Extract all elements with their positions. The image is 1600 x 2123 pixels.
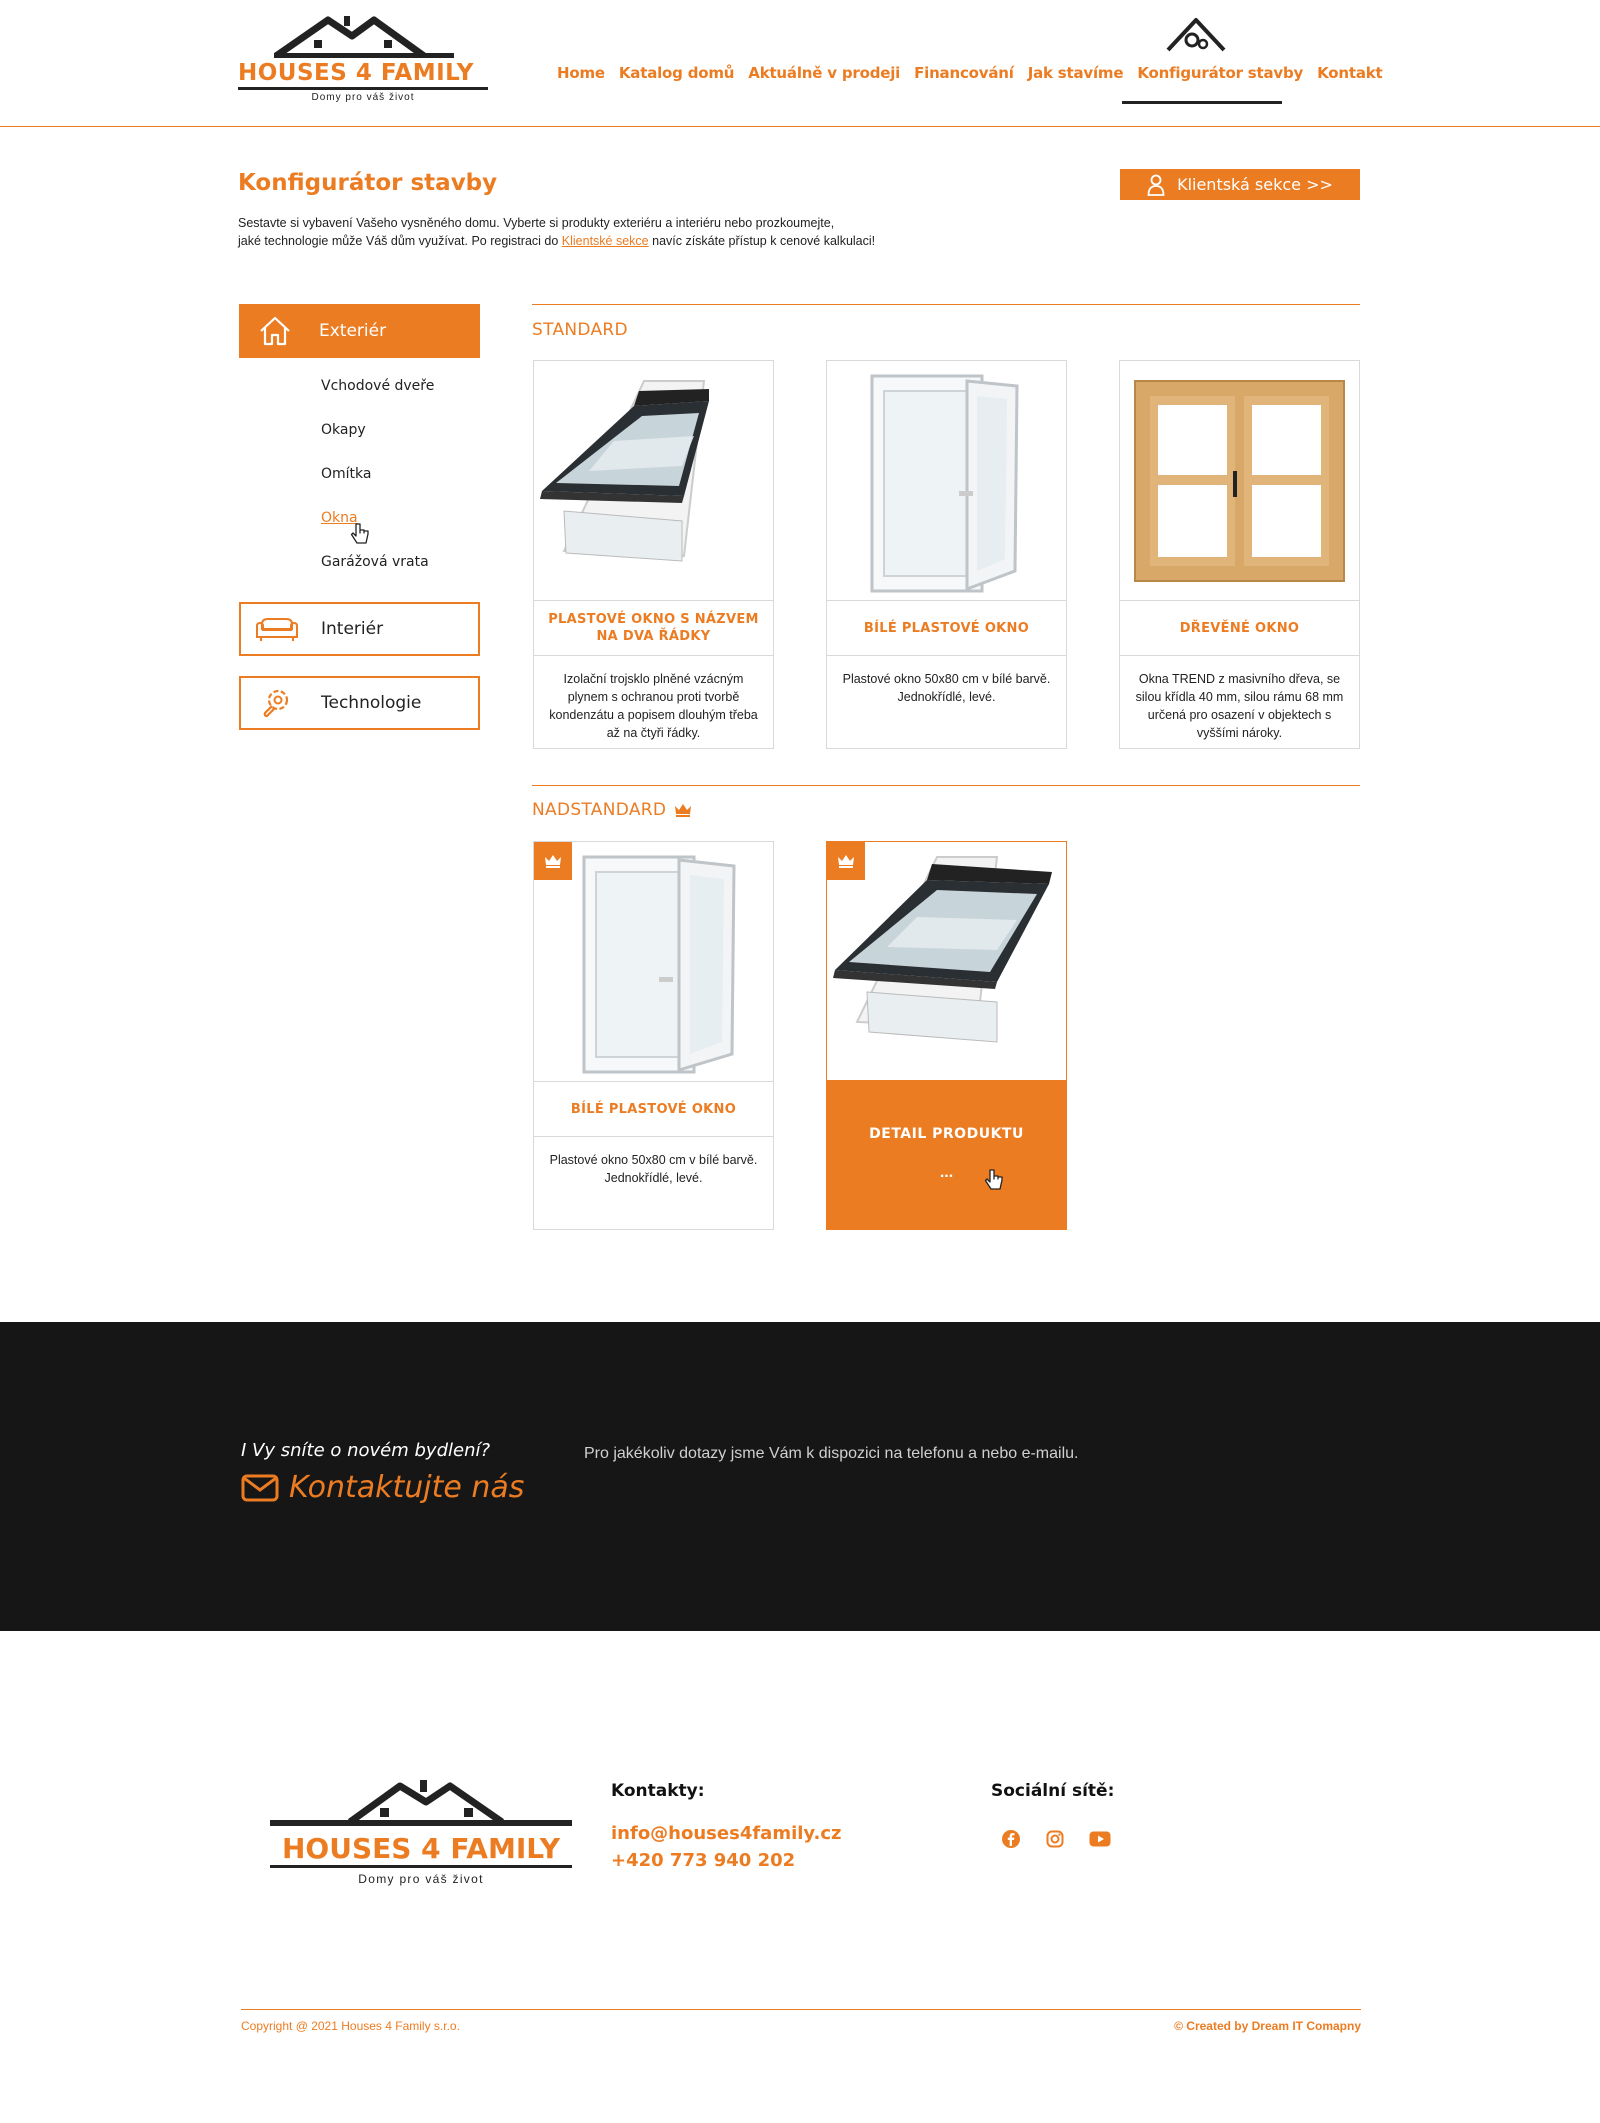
crown-icon — [837, 854, 855, 868]
contact-band-text: Pro jakékoliv dotazy jsme Vám k dispozici na telefonu a nebo e-mailu. — [584, 1445, 1079, 1462]
footer-logo-tagline: Domy pro váš život — [358, 1872, 484, 1886]
contact-cta-label: Kontaktujte nás — [289, 1470, 525, 1505]
contact-band — [0, 1322, 1600, 1631]
house-roof-logo-icon — [274, 16, 454, 58]
configurator-house-gear-icon — [1166, 16, 1226, 52]
product-name: DŘEVĚNÉ OKNO — [1120, 600, 1359, 656]
crown-icon — [674, 803, 692, 817]
standard-divider — [532, 304, 1360, 305]
nav-financing[interactable]: Financování — [914, 64, 1014, 82]
client-section-link[interactable]: Klientské sekce — [561, 234, 649, 248]
contact-question: I Vy sníte o novém bydlení? — [241, 1440, 491, 1461]
standard-title — [532, 320, 628, 340]
envelope-icon — [241, 1474, 279, 1502]
page-title: Konfigurátor stavby — [238, 170, 498, 196]
footer-phone-link[interactable]: +420 773 940 202 — [611, 1850, 796, 1871]
product-card-wooden-window[interactable] — [1119, 360, 1360, 749]
footer-social-heading: Sociální sítě: — [991, 1781, 1115, 1801]
sidebar-technology[interactable] — [239, 676, 480, 730]
instagram-icon[interactable] — [1043, 1827, 1067, 1851]
nav-on-sale[interactable]: Aktuálně v prodeji — [748, 64, 901, 82]
nav-contact[interactable]: Kontakt — [1317, 64, 1383, 82]
wrench-gear-icon — [261, 687, 293, 719]
site-header — [0, 0, 1600, 127]
house-roof-logo-icon — [270, 1780, 572, 1826]
nadstandard-title-text: NADSTANDARD — [532, 800, 667, 820]
product-desc: Plastové okno 50x80 cm v bílé barvě. Jednokřídlé, levé. — [842, 672, 1051, 704]
client-section-button[interactable] — [1120, 169, 1360, 200]
product-detail-dots: ... — [939, 1164, 954, 1181]
product-card-roof-window[interactable] — [533, 360, 774, 749]
sidebar-item-doors[interactable]: Vchodové dveře — [321, 378, 435, 394]
sidebar-item-gutters[interactable]: Okapy — [321, 422, 366, 438]
product-card-premium-white-window[interactable] — [533, 841, 774, 1230]
user-icon — [1147, 174, 1165, 196]
created-by[interactable]: © Created by Dream IT Comapny — [1174, 2019, 1361, 2033]
client-section-label: Klientská sekce >> — [1177, 175, 1333, 194]
footer-email-link[interactable]: info@houses4family.cz — [611, 1823, 842, 1844]
product-image-wooden-window — [1120, 361, 1359, 600]
footer-logo[interactable] — [270, 1780, 572, 1890]
sidebar-exterior[interactable] — [239, 304, 480, 358]
hand-cursor-icon — [984, 1168, 1004, 1192]
hand-cursor-icon — [350, 522, 370, 546]
product-detail-overlay[interactable] — [826, 1080, 1067, 1230]
nadstandard-title — [532, 800, 692, 820]
premium-badge — [827, 842, 865, 880]
sofa-icon — [254, 616, 300, 642]
standard-title-text: STANDARD — [532, 320, 628, 340]
nadstandard-divider — [532, 785, 1360, 786]
contact-cta[interactable] — [241, 1470, 524, 1505]
product-image-white-window — [827, 361, 1066, 600]
nav-configurator[interactable]: Konfigurátor stavby — [1137, 64, 1304, 82]
premium-badge — [534, 842, 572, 880]
sidebar-item-garage[interactable]: Garážová vrata — [321, 554, 429, 570]
product-card-premium-roof-window[interactable] — [826, 841, 1067, 1230]
active-nav-underline — [1122, 101, 1282, 104]
product-detail-label: DETAIL PRODUKTU — [869, 1126, 1024, 1142]
intro-line-2b: navíc získáte přístup k cenové kalkulaci! — [648, 234, 876, 248]
youtube-icon[interactable] — [1088, 1827, 1112, 1851]
product-card-white-window[interactable] — [826, 360, 1067, 749]
intro-line-2a: jaké technologie může Váš dům využívat. Po registraci do — [238, 234, 562, 248]
logo-tagline: Domy pro váš život — [311, 92, 415, 103]
intro-line-1: Sestavte si vybavení Vašeho vysněného domu. Vyberte si produkty exteriéru a interiéru nebo prozkoumejte, — [238, 216, 835, 230]
product-name: BÍLÉ PLASTOVÉ OKNO — [534, 1081, 773, 1137]
product-name: BÍLÉ PLASTOVÉ OKNO — [827, 600, 1066, 656]
product-image-roof-window — [534, 361, 773, 600]
house-icon — [258, 315, 292, 347]
product-name: PLASTOVÉ OKNO S NÁZVEM NA DVA ŘÁDKY — [534, 600, 773, 656]
nav-catalog[interactable]: Katalog domů — [618, 64, 735, 82]
sidebar-item-windows[interactable]: Okna — [321, 510, 358, 526]
sidebar-item-plaster[interactable]: Omítka — [321, 466, 372, 482]
footer-logo-brand: HOUSES 4 FAMILY — [281, 1832, 561, 1865]
sidebar-exterior-label: Exteriér — [319, 321, 387, 341]
intro-text — [238, 214, 998, 250]
nav-how-we-build[interactable]: Jak stavíme — [1027, 64, 1124, 82]
footer-contacts-heading: Kontakty: — [611, 1781, 705, 1801]
nav-home[interactable]: Home — [557, 64, 605, 82]
site-logo[interactable] — [238, 16, 488, 106]
sidebar-technology-label: Technologie — [321, 693, 422, 713]
sidebar-interior-label: Interiér — [321, 619, 384, 639]
product-desc: Izolační trojsklo plněné vzácným plynem s ochranou proti tvorbě kondenzátu a popisem dlouhým třeba až na čtyři řádky. — [549, 672, 758, 740]
copyright: Copyright @ 2021 Houses 4 Family s.r.o. — [241, 2019, 460, 2033]
main-nav — [557, 64, 1383, 86]
product-desc: Plastové okno 50x80 cm v bílé barvě. Jednokřídlé, levé. — [549, 1153, 758, 1185]
footer-divider — [241, 2009, 1361, 2010]
sidebar-interior[interactable] — [239, 602, 480, 656]
product-desc: Okna TREND z masivního dřeva, se silou křídla 40 mm, silou rámu 68 mm určená pro osazení v objektech s vyššími nároky. — [1135, 672, 1344, 740]
crown-icon — [544, 854, 562, 868]
facebook-icon[interactable] — [999, 1827, 1023, 1851]
logo-brand-text: HOUSES 4 FAMILY — [238, 60, 474, 86]
